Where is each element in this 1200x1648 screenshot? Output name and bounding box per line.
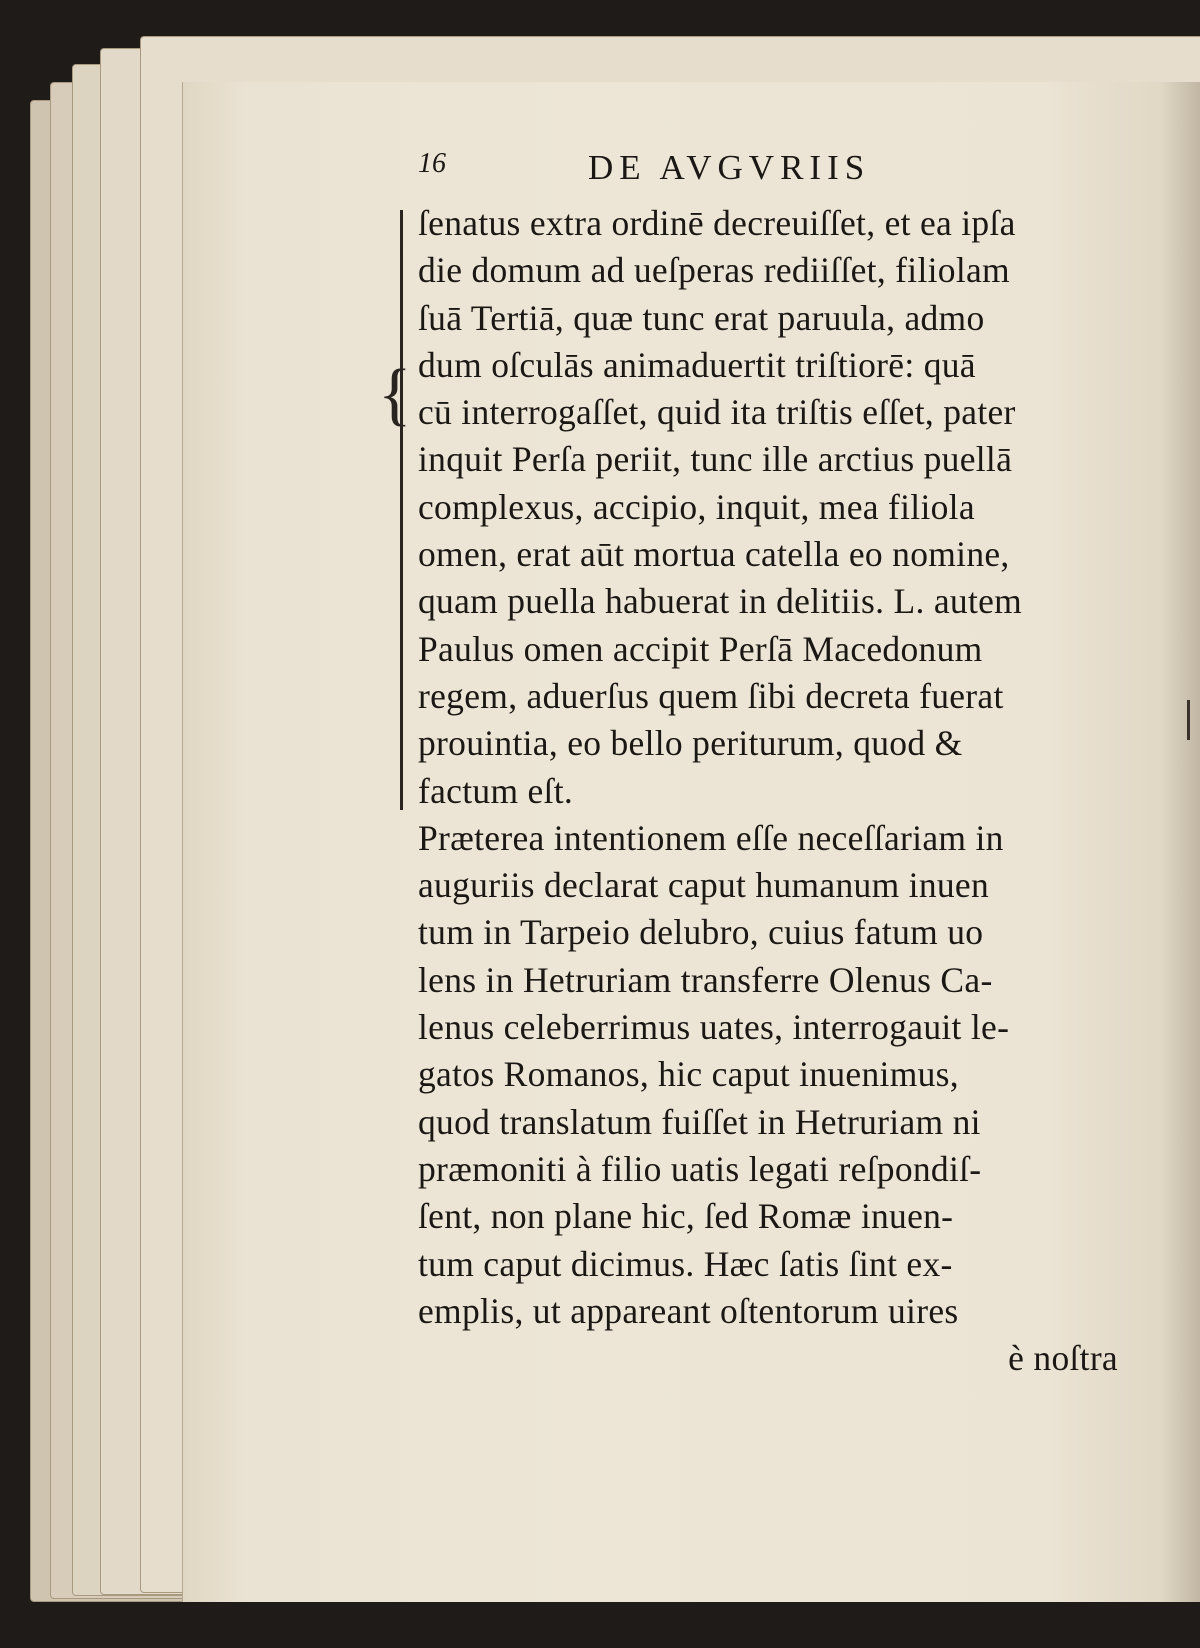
text-line: omen, erat aūt mortua catella eo nomine, (418, 534, 1010, 575)
text-line: prouintia, eo bello periturum, quod & (418, 723, 963, 764)
text-line: auguriis declarat caput humanum inuen (418, 865, 990, 906)
text-line: quam puella habuerat in delitiis. L. autem (418, 581, 1023, 622)
text-line: tum in Tarpeio delubro, cuius fatum uo (418, 912, 984, 953)
text-line: ſenatus extra ordinē decreuiſſet, et ea ipſa (418, 203, 1016, 243)
text-line: tum caput dicimus. Hæc ſatis ſint ex- (418, 1243, 953, 1284)
text-line: ſuā Tertiā, quæ tunc erat paruula, admo (418, 297, 985, 338)
margin-brace-mark: { (378, 356, 412, 433)
text-line: factum eſt. (418, 770, 574, 811)
text-line: Paulus omen accipit Perſā Macedonum (418, 628, 983, 669)
text-line: lenus celeberrimus uates, interrogauit le- (418, 1007, 1010, 1048)
text-line: inquit Perſa periit, tunc ille arctius puellā (418, 439, 1013, 480)
text-line: cū interrogaſſet, quid ita triſtis eſſet, pater (418, 392, 1016, 433)
text-line: gatos Romanos, hic caput inuenimus, (418, 1054, 959, 1095)
catchword: è noſtra (1008, 1338, 1118, 1379)
text-line: emplis, ut appareant oſtentorum uires (418, 1290, 959, 1331)
running-title: DE AVGVRIIS (588, 148, 871, 187)
text-line: complexus, accipio, inquit, mea filiola (418, 486, 975, 527)
text-line: dum oſculās animaduertit triſtiorē: quā (418, 344, 976, 385)
facing-page-mark (1187, 700, 1190, 740)
text-line: ſent, non plane hic, ſed Romæ inuen- (418, 1196, 954, 1237)
text-line: lens in Hetruriam transferre Olenus Ca- (418, 959, 993, 1000)
margin-bracket (400, 210, 409, 810)
body-text (418, 200, 1118, 1382)
text-line: Præterea intentionem eſſe neceſſariam in (418, 817, 1004, 858)
text-line: regem, aduerſus quem ſibi decreta fuerat (418, 675, 1004, 716)
text-line: die domum ad ueſperas rediiſſet, filiolam (418, 250, 1010, 291)
page-header (418, 148, 978, 192)
text-line: quod translatum fuiſſet in Hetruriam ni (418, 1101, 981, 1142)
text-line: præmoniti à filio uatis legati reſpondiſ- (418, 1148, 982, 1189)
page-number: 16 (418, 148, 446, 179)
gutter-shadow (1161, 82, 1200, 1602)
